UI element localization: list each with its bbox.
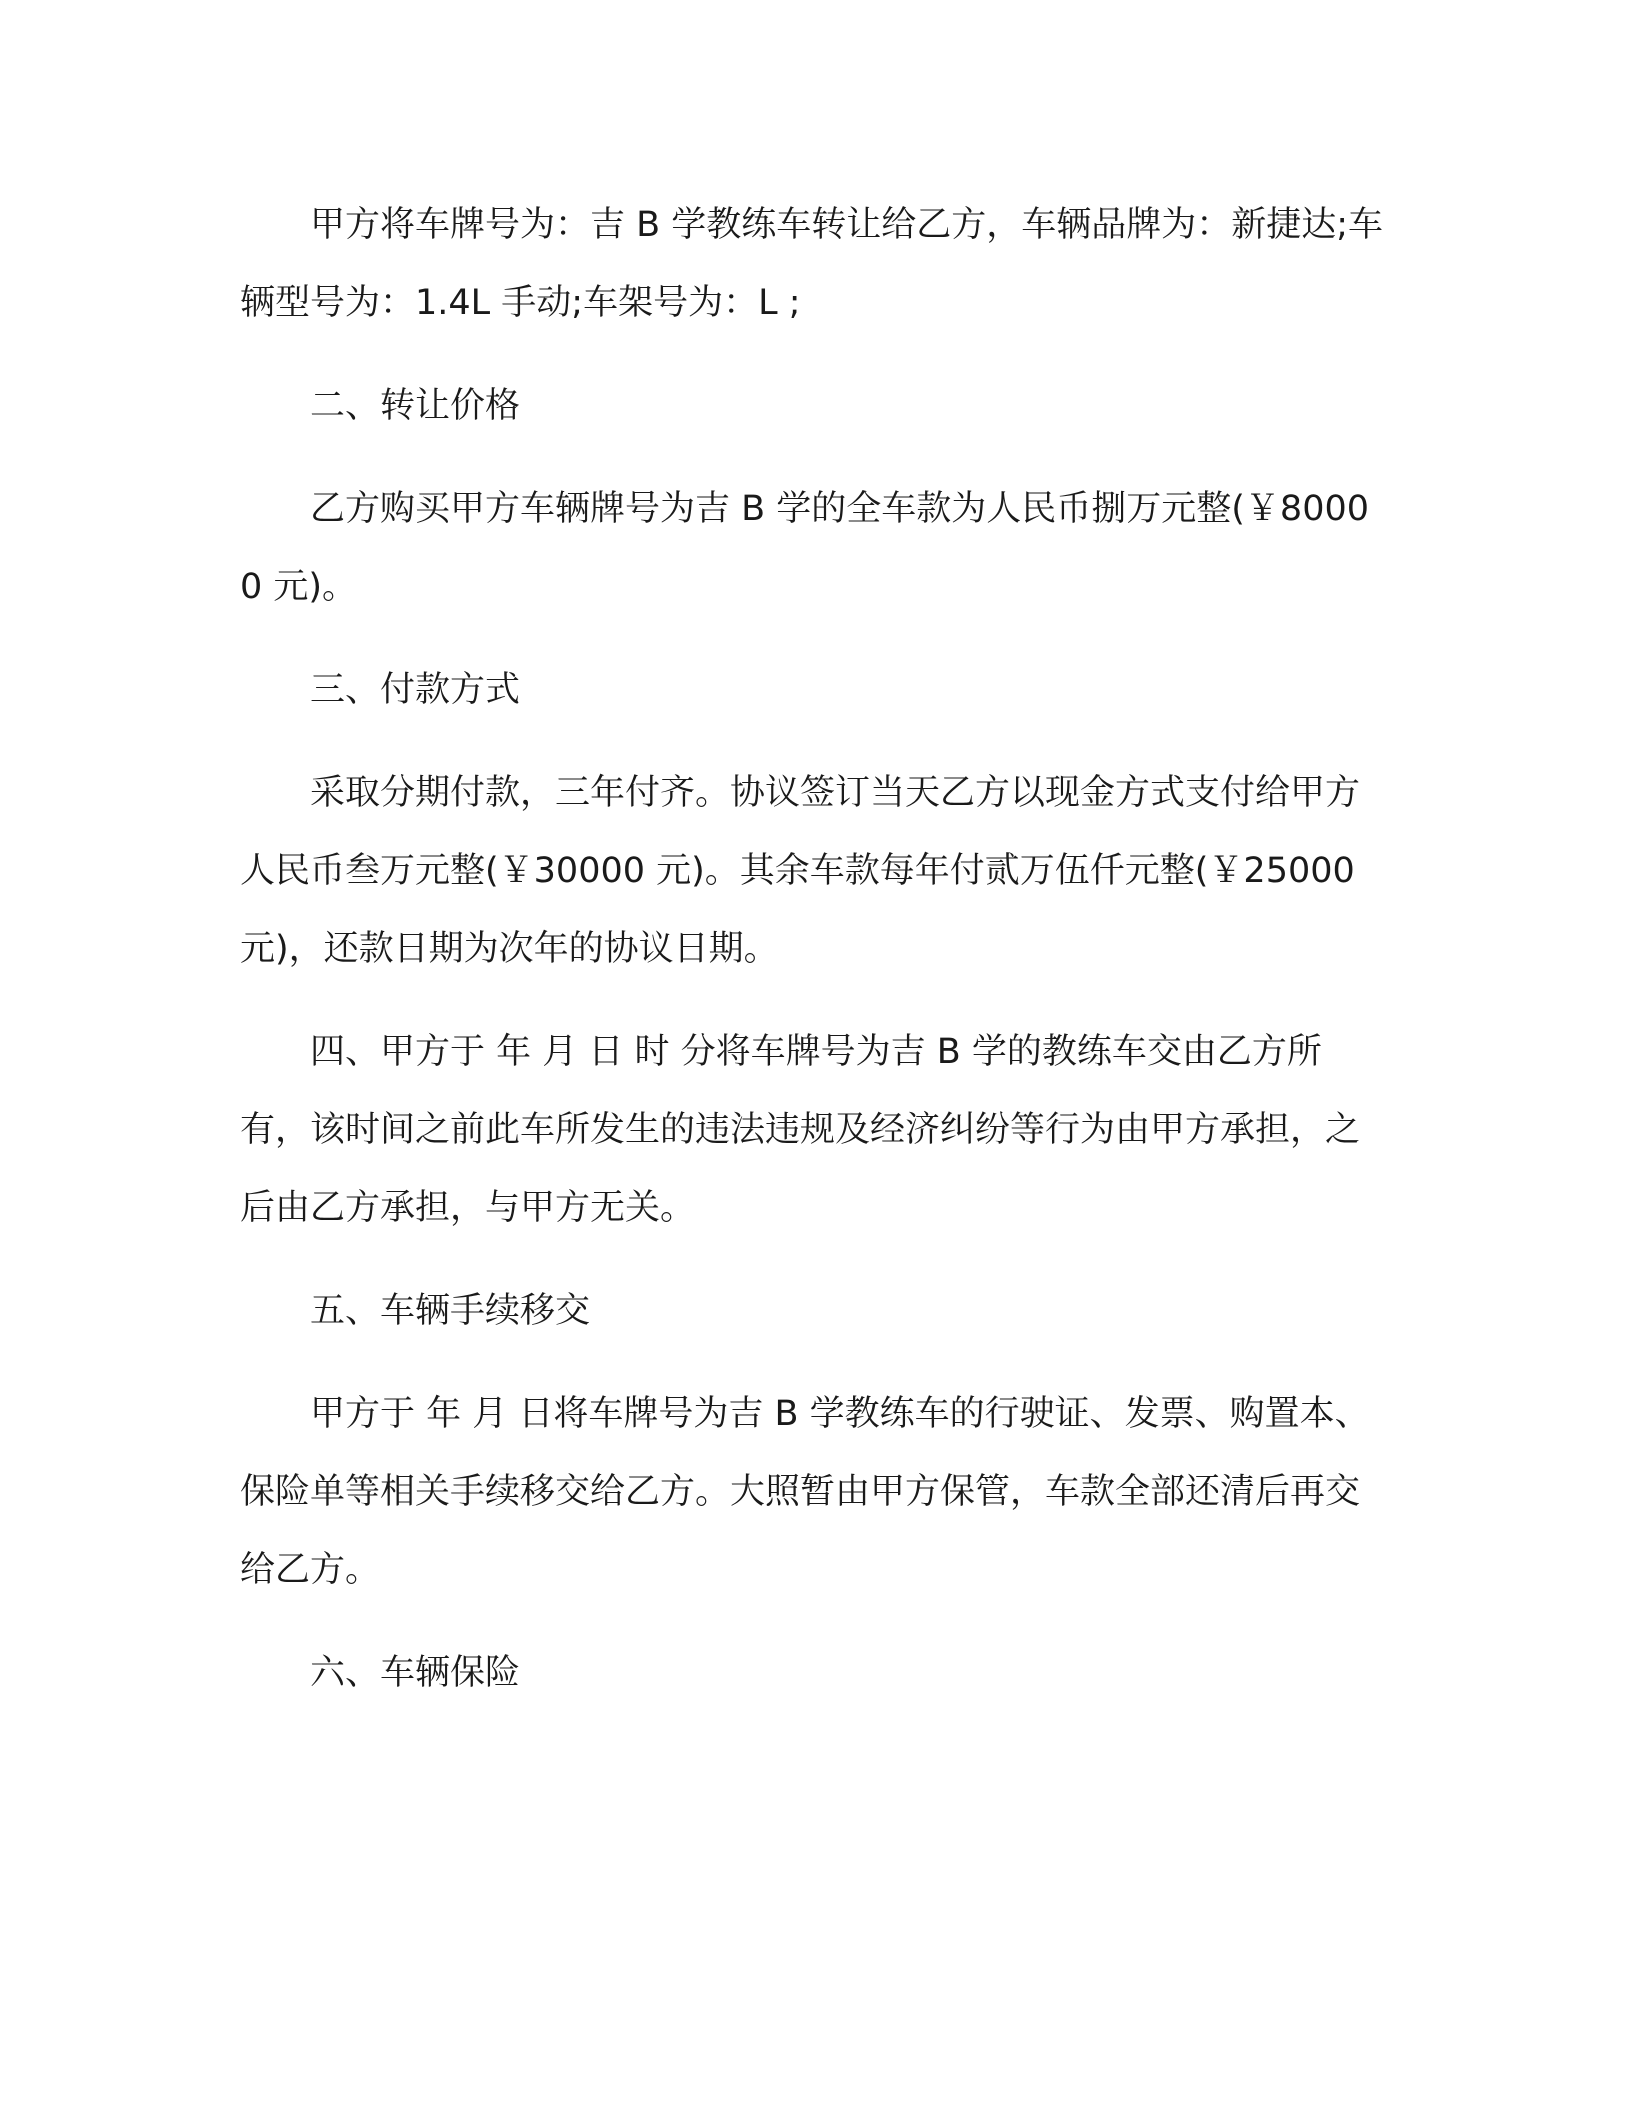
paragraph-gap xyxy=(240,1609,1390,1634)
heading-transfer-price: 二、转让价格 xyxy=(310,386,521,426)
heading-payment-method: 三、付款方式 xyxy=(310,670,521,710)
paragraph-payment: 采取分期付款，三年付齐。协议签订当天乙方以现金方式支付给甲方人民币叁万元整(￥30000 元)。其余车款每年付贰万伍仟元整(￥25000 元)，还款日期为次年的协议日期。 xyxy=(240,773,1361,969)
paragraph-gap xyxy=(240,445,1390,470)
heading-documents-transfer: 五、车辆手续移交 xyxy=(310,1291,591,1331)
paragraph-gap xyxy=(240,1247,1390,1272)
paragraph-gap xyxy=(240,626,1390,651)
paragraph-gap xyxy=(240,729,1390,754)
paragraph-handover: 四、甲方于 年 月 日 时 分将车牌号为吉 B 学的教练车交由乙方所有，该时间之前此车所发生的违法违规及经济纠纷等行为由甲方承担，之后由乙方承担，与甲方无关。 xyxy=(240,1032,1361,1228)
document-page xyxy=(240,186,1390,1712)
paragraph-price: 乙方购买甲方车辆牌号为吉 B 学的全车款为人民币捌万元整(￥80000 元)。 xyxy=(240,489,1369,607)
paragraph-documents: 甲方于 年 月 日将车牌号为吉 B 学教练车的行驶证、发票、购置本、保险单等相关手续移交给乙方。大照暂由甲方保管，车款全部还清后再交给乙方。 xyxy=(240,1394,1370,1590)
paragraph-gap xyxy=(240,988,1390,1013)
heading-vehicle-insurance: 六、车辆保险 xyxy=(310,1653,521,1693)
paragraph-gap xyxy=(240,342,1390,367)
paragraph-vehicle-transfer: 甲方将车牌号为：吉 B 学教练车转让给乙方，车辆品牌为：新捷达;车辆型号为：1.4L 手动;车架号为：L ; xyxy=(240,205,1384,323)
paragraph-gap xyxy=(240,1350,1390,1375)
